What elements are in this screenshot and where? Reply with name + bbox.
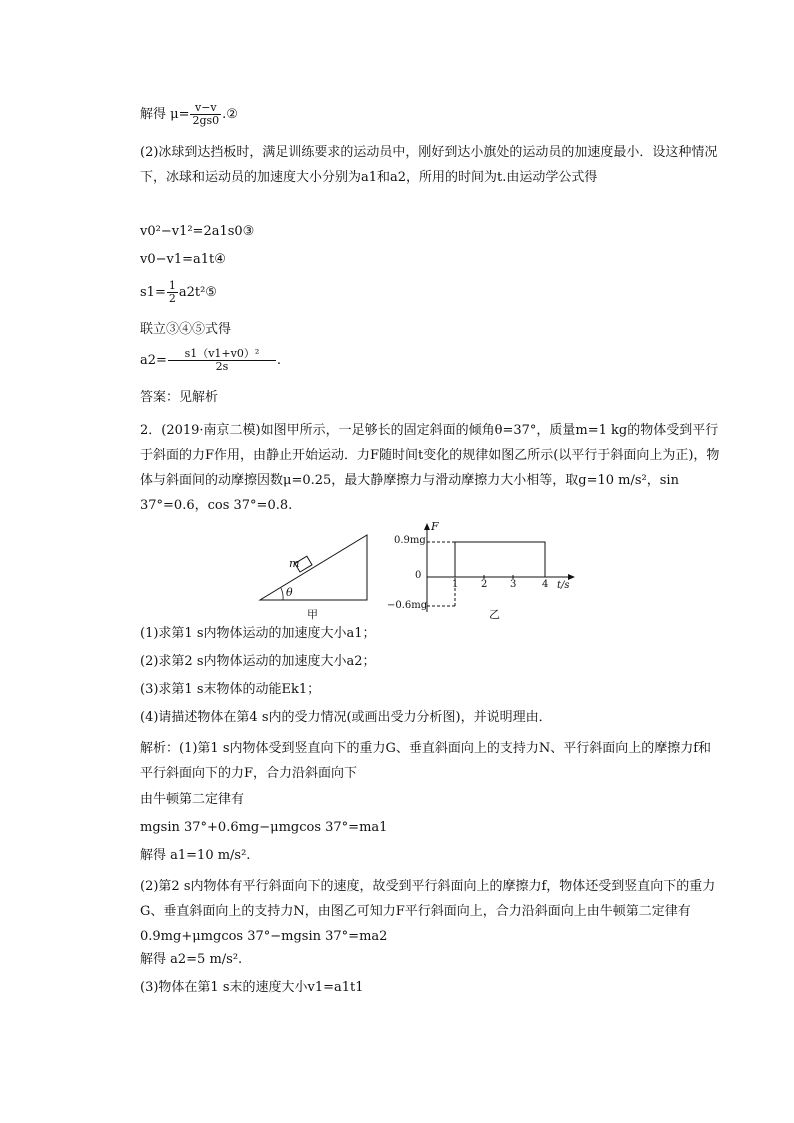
y-top-label: 0.9mg: [394, 535, 426, 546]
mass-label: m: [289, 557, 300, 570]
denominator: 2gs0: [192, 114, 220, 127]
analysis-1: 解析：(1)第1 s内物体受到竖直向下的重力G、垂直斜面向上的支持力N、平行斜面向上的摩擦力f和平行斜面向下的力F，合力沿斜面向下: [140, 741, 712, 781]
equation-5: [140, 280, 217, 305]
t-axis-label: t/s: [557, 580, 570, 591]
pos-force-segment: [455, 542, 545, 577]
text: a2=: [140, 353, 167, 368]
figure-jia-label: 甲: [307, 608, 318, 621]
f-axis-arrow: [424, 523, 430, 530]
question-2: (2)求第2 s内物体运动的加速度大小a2；: [140, 654, 376, 669]
question-4: (4)请描述物体在第4 s内的受力情况(或画出受力分析图)，并说明理由．: [140, 710, 552, 725]
fraction: [190, 102, 221, 127]
f-axis-label: F: [431, 520, 439, 533]
analysis-result-1: 解得 a1=10 m/s².: [140, 848, 251, 863]
denominator: 2s: [215, 360, 229, 373]
figure-yi-label: 乙: [489, 608, 500, 621]
question-2-stem: 2．(2019·南京二模)如图甲所示，一足够长的固定斜面的倾角θ=37°，质量m=1 kg的物体受到平行于斜面的力F作用，由静止开始运动．力F随时间t变化的规律如图乙所示(以平行于斜面向上为正)，物体与斜面间的动摩擦因数μ=0.25，最大静摩擦力与滑动摩擦力大小相等，取g=10 m/s²，sin 37°=0.6，cos 37°=0.8.: [140, 423, 720, 513]
y-bottom-label: −0.6mg: [387, 600, 428, 611]
solution-line-1: [140, 102, 238, 127]
angle-arc: [281, 588, 283, 600]
text: 解得 μ=: [140, 107, 190, 122]
force-time-graph: [424, 523, 575, 612]
analysis-equation-1: mgsin 37°+0.6mg−μmgcos 37°=ma1: [140, 820, 388, 835]
fraction: [167, 280, 178, 305]
answer-line: 答案：见解析: [140, 390, 219, 405]
equation-4: v0−v1=a1t④: [140, 252, 226, 267]
tick-label-2: 2: [481, 579, 488, 590]
question-3: (3)求第1 s末物体的动能Ek1；: [140, 682, 321, 697]
figure-area: [255, 520, 575, 620]
text: a2t²⑤: [178, 285, 217, 300]
fraction: [168, 348, 276, 373]
analysis-2: 由牛顿第二定律有: [140, 792, 245, 807]
text: .②: [222, 107, 238, 122]
analysis-3: (2)第2 s内物体有平行斜面向下的速度，故受到平行斜面向上的摩擦力f，物体还受到竖直向下的重力G、垂直斜面向上的支持力N，由图乙可知力F平行斜面向上，合力沿斜面向上由牛顿第二定律有 0.9mg+μmgcos 37°−mgsin 37°=ma2: [140, 879, 716, 944]
tick-label-1: 1: [452, 579, 459, 590]
equation-3: v0²−v1²=2a1s0③: [140, 224, 255, 239]
tick-label-3: 3: [510, 579, 517, 590]
incline-diagram: [260, 535, 367, 600]
analysis-4: (3)物体在第1 s末的速度大小v1=a1t1: [140, 980, 364, 995]
y-zero-label: 0: [415, 570, 422, 581]
equation-final: [140, 348, 281, 373]
combine-line: 联立③④⑤式得: [140, 322, 232, 337]
question-1: (1)求第1 s内物体运动的加速度大小a1；: [140, 626, 376, 641]
paragraph-2: (2)冰球到达挡板时，满足训练要求的运动员中，刚好到达小旗处的运动员的加速度最小．设这种情况下，冰球和运动员的加速度大小分别为a1和a2，所用的时间为t.由运动学公式得: [140, 145, 718, 185]
angle-label: θ: [286, 586, 293, 599]
denominator: 2: [168, 292, 176, 305]
text: .: [276, 353, 282, 368]
numerator: s1（v1+v0）²: [168, 348, 276, 361]
numerator: 1: [168, 279, 176, 292]
analysis-result-2: 解得 a2=5 m/s².: [140, 952, 243, 967]
tick-label-4: 4: [542, 579, 549, 590]
numerator: v−v: [190, 102, 221, 115]
text: s1=: [140, 285, 166, 300]
